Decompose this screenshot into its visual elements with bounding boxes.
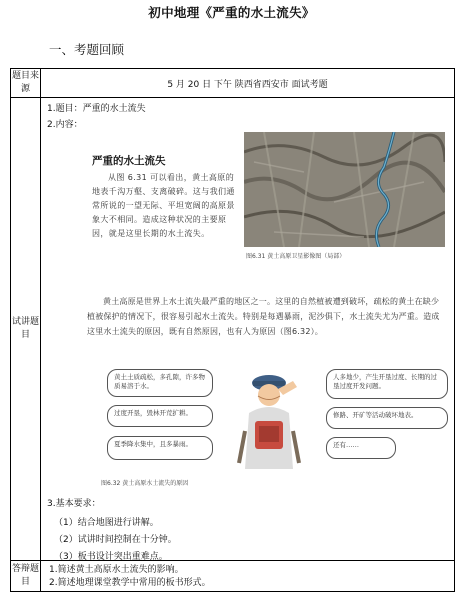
bubble-right-3: 还有…… — [326, 437, 396, 459]
trial-content — [41, 98, 455, 561]
figure-6-32-caption: 图6.32 黄土高原水土流失的原因 — [101, 480, 189, 487]
answer-content — [41, 561, 455, 592]
textbook-heading: 严重的水土流失 — [92, 155, 166, 167]
textbook-paragraph-1: 从图 6.31 可以看出，黄土高原的地表千沟万壑、支离破碎。这与我们通常所说的一望无际、平坦宽阔的高原景象大不相同。造成这种状况的主要原因，就是这里长期的水土流失。 — [92, 173, 235, 238]
content-line: 2.内容： — [47, 120, 83, 130]
answer-label: 答辩题目 — [11, 561, 41, 592]
answer-question: 2.简述地理课堂教学中常用的板书形式。 — [49, 578, 211, 588]
satellite-image — [244, 132, 445, 247]
requirement-item: （3）板书设计突出重难点。 — [54, 552, 168, 562]
trial-label: 试讲题目 — [11, 98, 41, 561]
bubble-right-2: 修路、开矿等活动破坏地表。 — [326, 407, 448, 429]
document-title: 初中地理《严重的水土流失》 — [148, 5, 315, 20]
exam-table — [10, 68, 455, 592]
source-value: 5 月 20 日 下午 陕西省西安市 面试考题 — [41, 69, 455, 98]
requirement-item: （2）试讲时间控制在十分钟。 — [54, 535, 177, 545]
section-heading: 一、考题回顾 — [49, 42, 125, 57]
requirement-item: （1）结合地图进行讲解。 — [54, 518, 159, 528]
requirements-heading: 3.基本要求： — [47, 499, 101, 509]
bubble-left-3: 夏季降水集中，且多暴雨。 — [107, 436, 213, 460]
bubble-left-1: 黄土土质疏松，多孔隙，许多物质易溶于水。 — [107, 369, 213, 397]
source-label: 题目来源 — [11, 69, 41, 98]
textbook-paragraph-2: 黄土高原是世界上水土流失最严重的地区之一。这里的自然植被遭到破坏，疏松的黄土在缺少植被保护的情况下，很容易引起水土流失。特别是每遇暴雨，泥沙俱下，水土流失尤为严重。造成这里水土流失的原因，既有自然原因，也有人为原因（图6.32）。 — [87, 297, 440, 336]
answer-question: 1.简述黄土高原水土流失的影响。 — [49, 565, 184, 575]
farmer-illustration — [225, 371, 313, 469]
bubble-right-1: 人多地少，产生开垦过度、长期的过垦过度开发问题。 — [326, 369, 448, 399]
topic-line: 1.题目：严重的水土流失 — [47, 104, 146, 114]
figure-6-31-caption: 图6.31 黄土高原卫星影像图（局部） — [246, 253, 346, 260]
bubble-left-2: 过度开垦，毁林开荒扩耕。 — [107, 405, 213, 427]
